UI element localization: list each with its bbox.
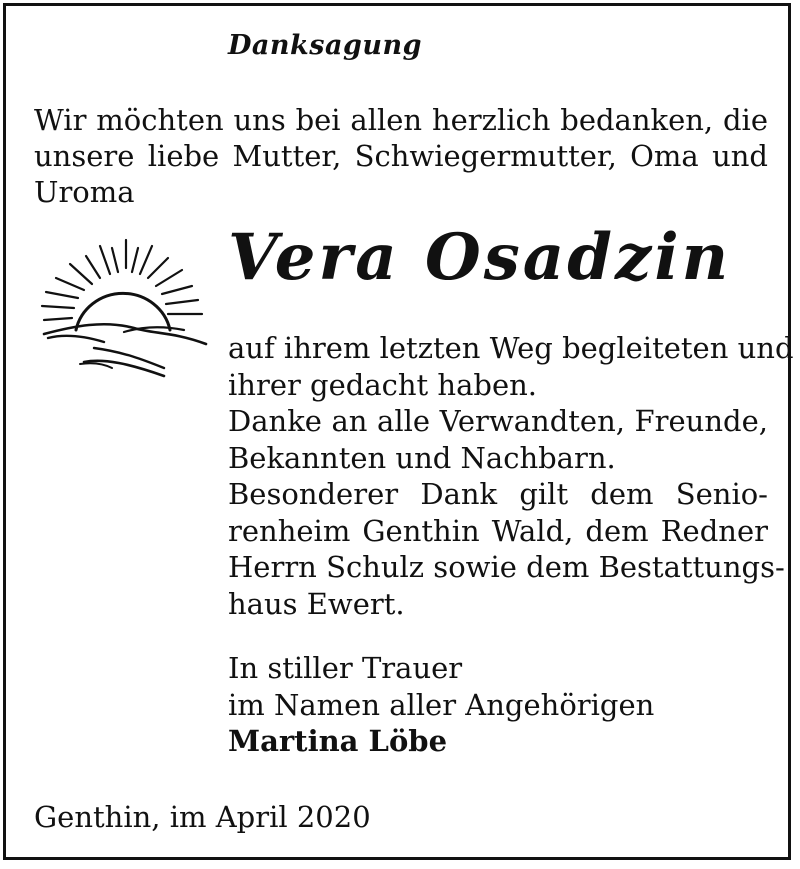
intro-line: Wir möchten uns bei allen herzlich bedanken, die: [34, 103, 768, 137]
sunset-over-hills-icon: [34, 234, 212, 384]
intro-line: Uroma: [34, 175, 135, 209]
intro-line: unsere liebe Mutter, Schwiegermutter, Oma und: [34, 139, 768, 173]
thanks-line: Bekannten und Nachbarn.: [228, 440, 616, 475]
closing-line: im Namen aller Angehörigen: [228, 687, 655, 722]
intro-text: [34, 102, 768, 210]
thanks-line: ihrer gedacht haben.: [228, 367, 538, 402]
closing-line: In stiller Trauer: [228, 651, 463, 685]
signer-name: Martina Löbe: [228, 724, 448, 758]
place-date: Genthin, im April 2020: [34, 800, 371, 834]
closing-block: [228, 650, 654, 760]
thanks-line: auf ihrem letzten Weg begleiteten und: [228, 331, 794, 365]
thanks-line: Danke an alle Verwandten, Freunde,: [228, 404, 768, 438]
thanks-line: haus Ewert.: [228, 586, 405, 621]
deceased-name: Vera Osadzin: [228, 220, 732, 295]
thanks-line: Herrn Schulz sowie dem Bestattungs-: [228, 550, 785, 584]
thanks-line: renheim Genthin Wald, dem Redner: [228, 513, 768, 548]
notice-heading: Danksagung: [228, 30, 422, 61]
thanks-line: Besonderer Dank gilt dem Senio-: [228, 477, 768, 511]
thanks-text: [228, 330, 794, 622]
